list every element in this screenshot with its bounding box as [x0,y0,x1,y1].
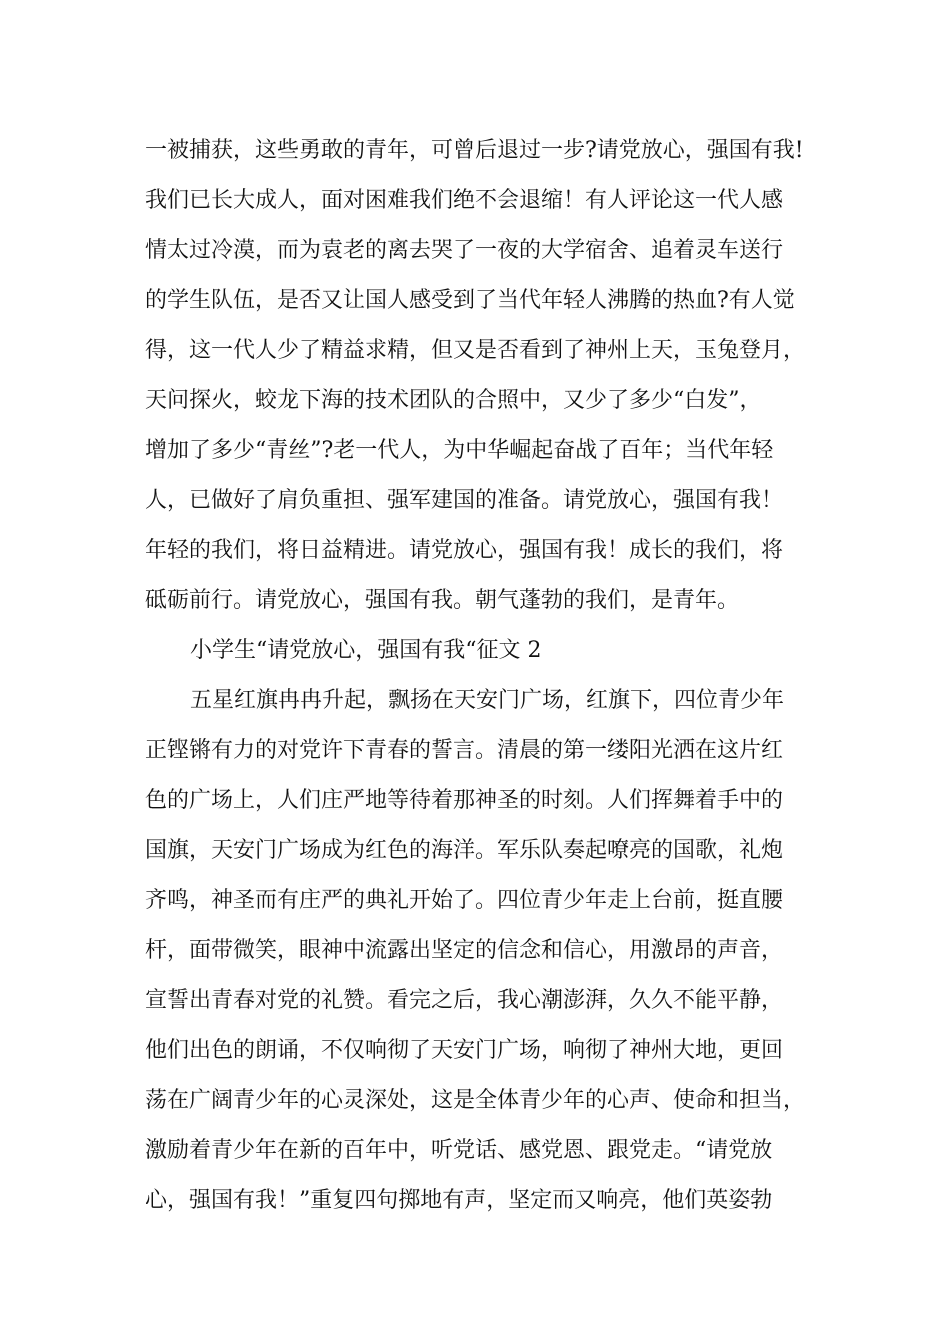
paragraph-line: 情太过冷漠，而为袁老的离去哭了一夜的大学宿舍、追着灵车送行 [145,238,784,263]
paragraph-line: 砥砺前行。请党放心，强国有我。朝气蓬勃的我们，是青年。 [145,588,740,613]
essay-heading: 小学生“请党放心，强国有我“征文 2 [190,638,542,663]
paragraph-line: 宣誓出青春对党的礼赞。看完之后，我心潮澎湃，久久不能平静， [145,988,784,1013]
paragraph-line: 他们出色的朗诵，不仅响彻了天安门广场，响彻了神州大地，更回 [145,1038,784,1063]
paragraph-line: 得，这一代人少了精益求精，但又是否看到了神州上天，玉兔登月， [145,338,806,363]
paragraph-line: 增加了多少“青丝”?老一代人，为中华崛起奋战了百年；当代年轻 [145,438,774,463]
paragraph-line: 我们已长大成人，面对困难我们绝不会退缩！有人评论这一代人感 [145,188,784,213]
paragraph-line: 激励着青少年在新的百年中，听党话、感党恩、跟党走。“请党放 [145,1138,773,1163]
paragraph-line: 齐鸣，神圣而有庄严的典礼开始了。四位青少年走上台前，挺直腰 [145,888,784,913]
paragraph-line: 杆，面带微笑，眼神中流露出坚定的信念和信心，用激昂的声音， [145,938,784,963]
paragraph-line: 年轻的我们，将日益精进。请党放心，强国有我！成长的我们，将 [145,538,784,563]
paragraph-line: 正铿锵有力的对党许下青春的誓言。清晨的第一缕阳光洒在这片红 [145,738,784,763]
paragraph-line: 国旗，天安门广场成为红色的海洋。军乐队奏起嘹亮的国歌，礼炮 [145,838,784,863]
paragraph-line: 荡在广阔青少年的心灵深处，这是全体青少年的心声、使命和担当， [145,1088,806,1113]
paragraph-line: 人，已做好了肩负重担、强军建国的准备。请党放心，强国有我！ [145,488,784,513]
paragraph-line: 心，强国有我！”重复四句掷地有声，坚定而又响亮，他们英姿勃 [145,1188,773,1213]
paragraph-line: 一被捕获，这些勇敢的青年，可曾后退过一步?请党放心，强国有我! [145,138,804,163]
paragraph-line: 的学生队伍，是否又让国人感受到了当代年轻人沸腾的热血?有人觉 [145,288,795,313]
paragraph-line: 色的广场上，人们庄严地等待着那神圣的时刻。人们挥舞着手中的 [145,788,784,813]
paragraph-line: 五星红旗冉冉升起，飘扬在天安门广场，红旗下，四位青少年 [190,688,785,713]
paragraph-line: 天问探火，蛟龙下海的技术团队的合照中，又少了多少“白发”， [145,388,762,413]
